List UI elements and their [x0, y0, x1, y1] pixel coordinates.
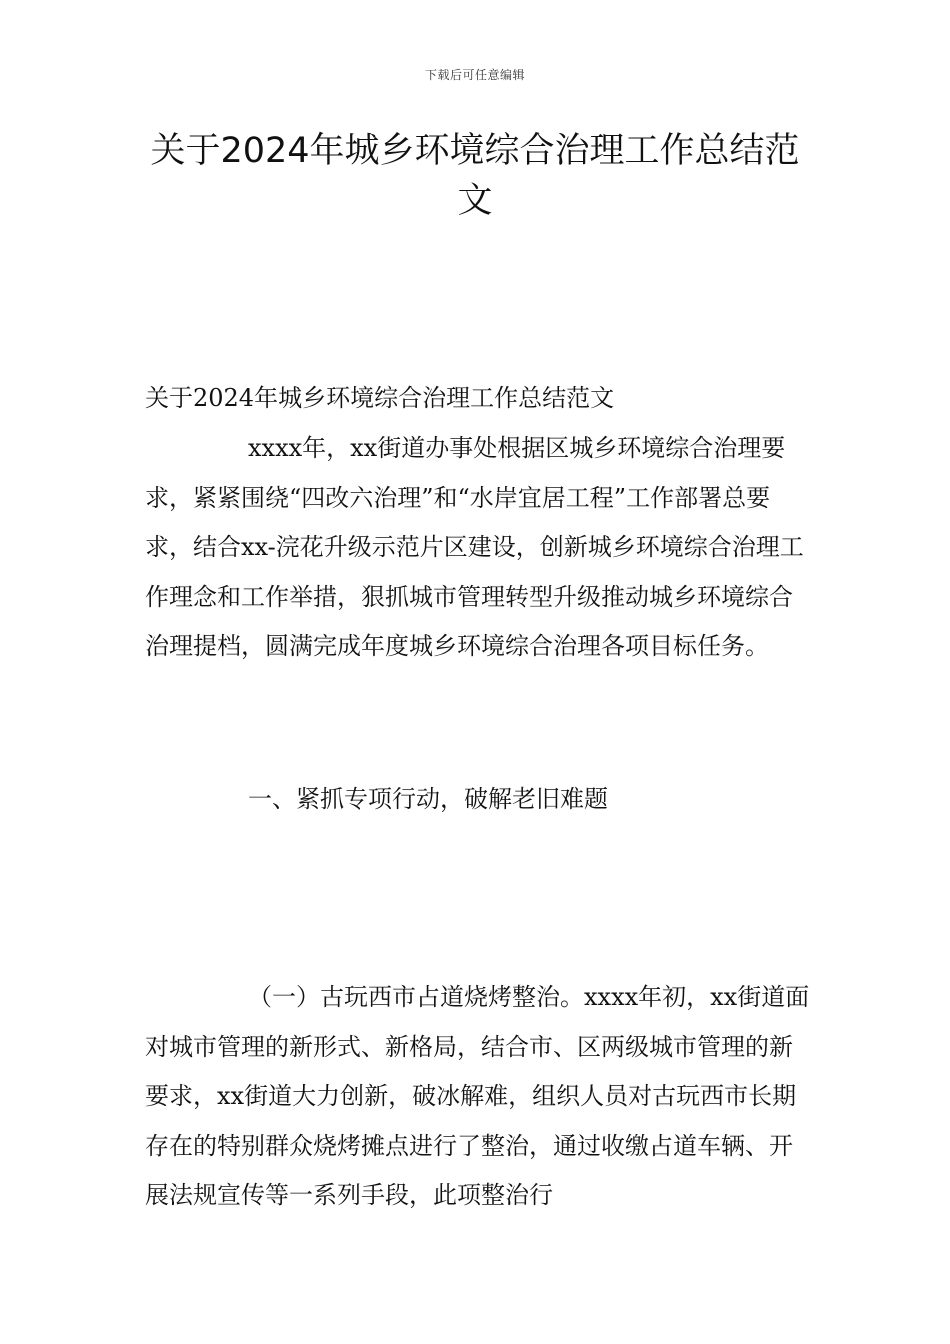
document-title: 关于2024年城乡环境综合治理工作总结范文	[150, 131, 800, 221]
paragraph-section-1-item-1: （一）古玩西市占道烧烤整治。xxxx年初，xx街道面对城市管理的新形式、新格局，结合市、区两级城市管理的新要求，xx街道大力创新，破冰解难，组织人员对古玩西市长期存在的特别群众烧烤摊点进行了整治，通过收缴占道车辆、开展法规宣传等一系列手段，此项整治行	[145, 983, 810, 1209]
paragraph-intro: xxxx年，xx街道办事处根据区城乡环境综合治理要求，紧紧围绕“四改六治理”和“水岸宜居工程”工作部署总要求，结合xx-浣花升级示范片区建设，创新城乡环境综合治理工作理念和工作举措，狠抓城市管理转型升级推动城乡环境综合治理提档，圆满完成年度城乡环境综合治理各项目标任务。	[145, 434, 804, 660]
section-heading-1: 一、紧抓专项行动，破解老旧难题	[248, 785, 608, 813]
header-note: 下载后可任意编辑	[424, 68, 525, 82]
document-subtitle: 关于2024年城乡环境综合治理工作总结范文	[145, 384, 615, 412]
